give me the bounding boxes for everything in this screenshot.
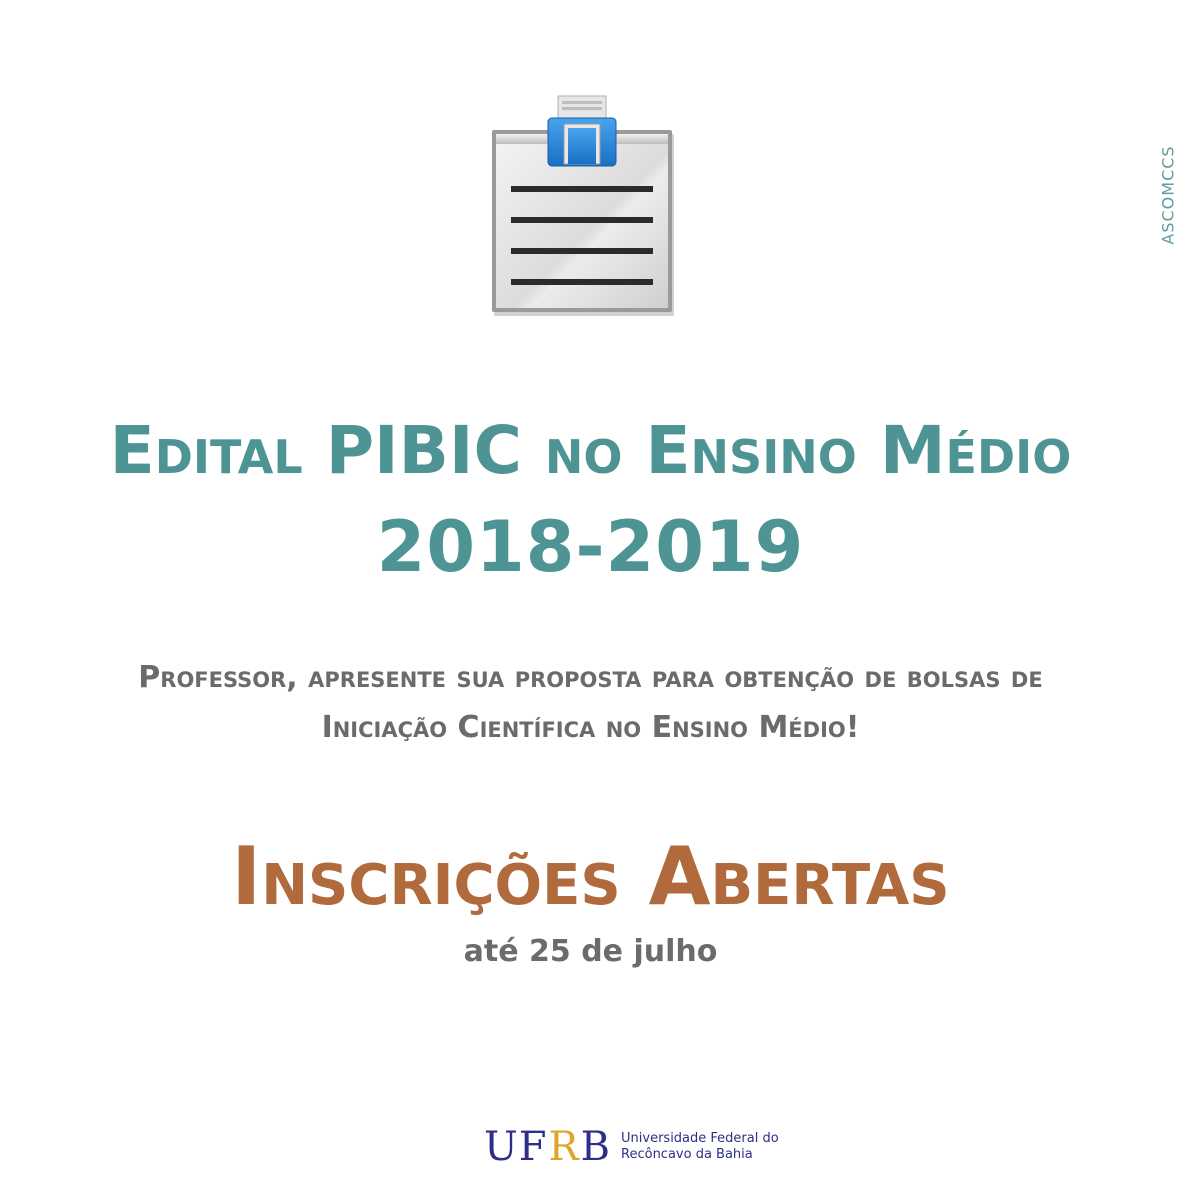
institution-logo xyxy=(484,1122,779,1172)
title-line-2: 2018-2019 xyxy=(376,506,805,588)
logo-letter-f: F xyxy=(518,1124,548,1170)
side-credit-text: ASCOMCCS xyxy=(1158,145,1178,245)
clipboard-document-icon xyxy=(482,92,682,322)
subtitle-line-2: Iniciação Científica no Ensino Médio! xyxy=(321,710,860,745)
institution-name xyxy=(621,1131,779,1163)
title-line-1: Edital PIBIC no Ensino Médio xyxy=(109,412,1072,489)
cta-heading: Inscrições Abertas xyxy=(231,830,950,923)
side-credit xyxy=(1156,140,1180,250)
subtitle-line-1: Professor, apresente sua proposta para obtenção de bolsas de xyxy=(138,660,1043,695)
ufrb-logo-mark xyxy=(484,1124,611,1170)
institution-name-line-1: Universidade Federal do xyxy=(621,1131,779,1146)
logo-letter-r: R xyxy=(548,1124,580,1170)
logo-letter-b: B xyxy=(580,1124,612,1170)
deadline-text: até 25 de julho xyxy=(463,934,718,969)
institution-name-line-2: Recôncavo da Bahia xyxy=(621,1147,753,1162)
logo-letter-u: U xyxy=(484,1124,519,1170)
